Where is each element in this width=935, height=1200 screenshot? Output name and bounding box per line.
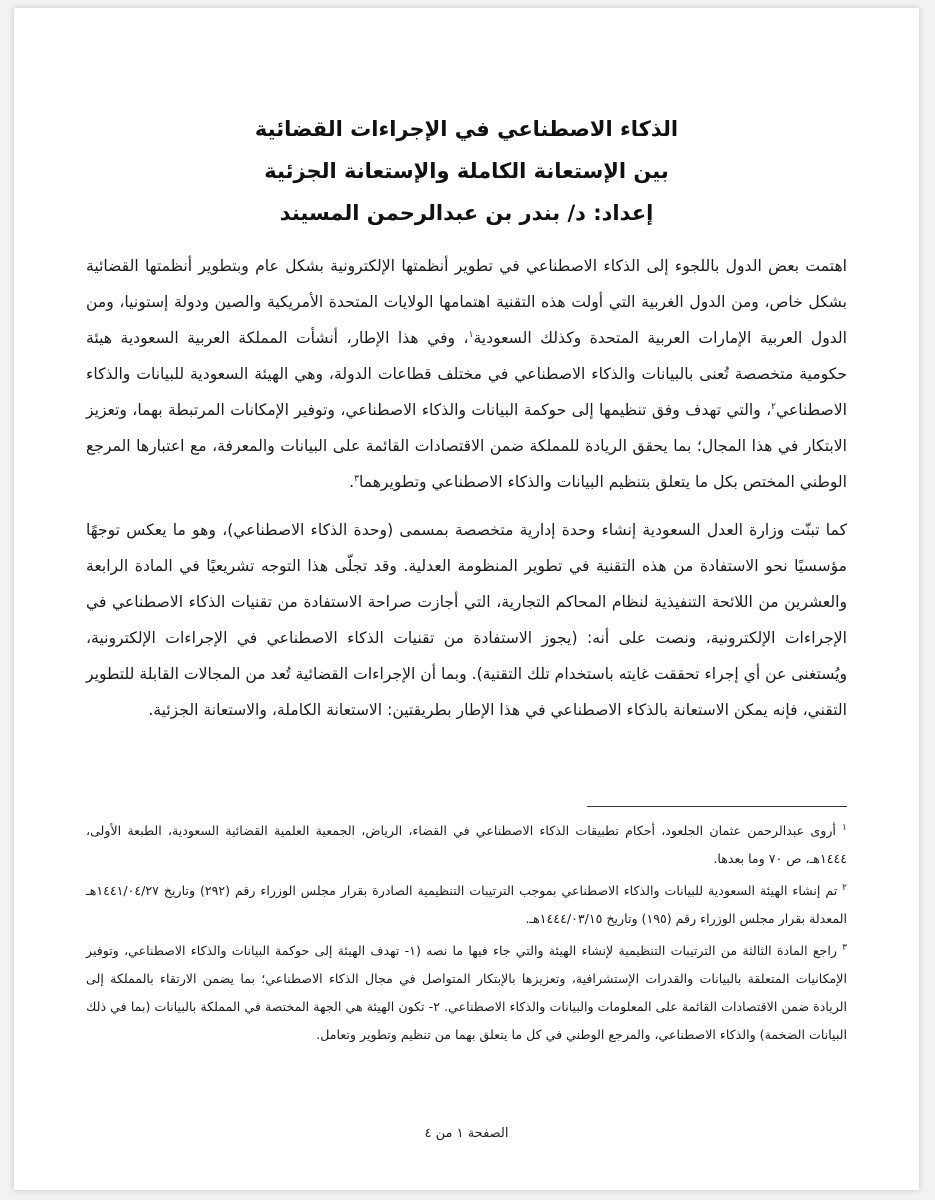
footnote-number: ٢: [842, 882, 847, 893]
footnote-ref-2[interactable]: ٢: [771, 401, 776, 412]
paragraph-1-end: .: [349, 473, 355, 491]
footnote-text: أروى عبدالرحمن عثمان الجلعود، أحكام تطبيقات الذكاء الاصطناعي في القضاء، الرياض، الجمعية العلمية القضائية السعودية، الطبعة الأولى، ١٤٤٤هـ، ص ٧٠ وما بعدها.: [86, 823, 847, 866]
document-title: الذكاء الاصطناعي في الإجراءات القضائية: [254, 117, 679, 141]
footnote-number: ١: [842, 822, 847, 833]
footnote-number: ٣: [842, 942, 847, 953]
paragraph-1: [86, 248, 847, 500]
paragraph-1-part-c: ، والتي تهدف وفق تنظيمها إلى حوكمة البيانات والذكاء الاصطناعي، وتوفير الإمكانات المرتبطة بهما، وتعزيز الابتكار في هذا المجال؛ بما يحقق الريادة للمملكة ضمن الاقتصادات القائمة على البيانات والمعرفة، مع اعتبارها المرجع الوطني المختص بكل ما يتعلق بتنظيم البيانات والذكاء الاصطناعي وتطويرهما: [86, 401, 847, 491]
body-text: [86, 248, 847, 740]
footnote-text: تم إنشاء الهيئة السعودية للبيانات والذكاء الاصطناعي بموجب الترتيبات التنظيمية الصادرة بقرار مجلس الوزراء رقم (٢٩٢) وتاريخ ١٤٤١/٠٤/٢٧هـ المعدلة بقرار مجلس الوزراء رقم (١٩٥) وتاريخ ١٤٤٤/٠٣/١٥هـ.: [86, 883, 847, 926]
paragraph-1-part-a: اهتمت بعض الدول باللجوء إلى الذكاء الاصطناعي في تطوير أنظمتها الإلكترونية بشكل عام وبتطوير أنظمتها القضائية بشكل خاص، ومن الدول الغربية التي أولت هذه التقنية اهتمامها الولايات المتحدة الأمريكية والصين ودولة إستونيا، ومن الدول العربية الإمارات العربية المتحدة وكذلك السعودية: [86, 257, 847, 347]
document-page: [14, 8, 919, 1190]
footnote-ref-3[interactable]: ٣: [354, 473, 359, 484]
footnote-ref-1[interactable]: ١: [468, 329, 474, 340]
footnote-3: [86, 937, 847, 1049]
footnote-text: راجع المادة الثالثة من الترتيبات التنظيمية لإنشاء الهيئة والتي جاء فيها ما نصه (١- تهدف الهيئة إلى حوكمة البيانات والذكاء الاصطناعي، وتوفير الإمكانيات المتعلقة بالبيانات والقدرات الإستشرافية، وتعزيزها بالإبتكار المتواصل في مجال الذكاء الاصطناعي؛ بما يضمن الارتقاء بالمملكة إلى الريادة ضمن الاقتصادات القائمة على المعلومات والبيانات والذكاء الاصطناعي. ٢- تكون الهيئة هي الجهة المختصة في المملكة بالبيانات (بما في ذلك البيانات الضخمة) والذكاء الاصطناعي، والمرجع الوطني في كل ما يتعلق بهما من تنظيم وتطوير وتعامل.: [86, 943, 847, 1042]
footnotes-section: [86, 806, 847, 1053]
paragraph-2: كما تبنّت وزارة العدل السعودية إنشاء وحدة إدارية متخصصة بمسمى (وحدة الذكاء الاصطناعي)، وهو ما يعكس توجهًا مؤسسيًا نحو الاستفادة من هذه التقنية في تطوير المنظومة العدلية. وقد تجلّى هذا التوجه تشريعيًا في المادة الرابعة والعشرين من اللائحة التنفيذية لنظام المحاكم التجارية، التي أجازت صراحة الاستفادة من تقنيات الذكاء الاصطناعي في الإجراءات الإلكترونية، ونصت على أنه: (يجوز الاستفادة من تقنيات الذكاء الاصطناعي في الإجراءات الإلكترونية، ويُستغنى عن أي إجراء تحققت غايته باستخدام تلك التقنية). وبما أن الإجراءات القضائية تُعد من المجالات القابلة للتطوير التقني، فإنه يمكن الاستعانة بالذكاء الاصطناعي في هذا الإطار بطريقتين: الاستعانة الكاملة، والاستعانة الجزئية.: [86, 521, 847, 719]
title-block: [86, 108, 847, 234]
page-number: الصفحة ١ من ٤: [424, 1126, 509, 1141]
paragraph-1-part-b: ، وفي هذا الإطار، أنشأت المملكة العربية السعودية هيئة حكومية متخصصة تُعنى بالبيانات والذكاء الاصطناعي في مختلف قطاعات الدولة، وهي الهيئة السعودية للبيانات والذكاء الاصطناعي: [86, 329, 847, 419]
document-subtitle: بين الإستعانة الكاملة والإستعانة الجزئية: [264, 159, 669, 183]
footnote-separator: [587, 806, 847, 807]
author-line: إعداد: د/ بندر بن عبدالرحمن المسيند: [279, 201, 654, 225]
footnote-2: [86, 877, 847, 933]
footnote-1: [86, 817, 847, 873]
